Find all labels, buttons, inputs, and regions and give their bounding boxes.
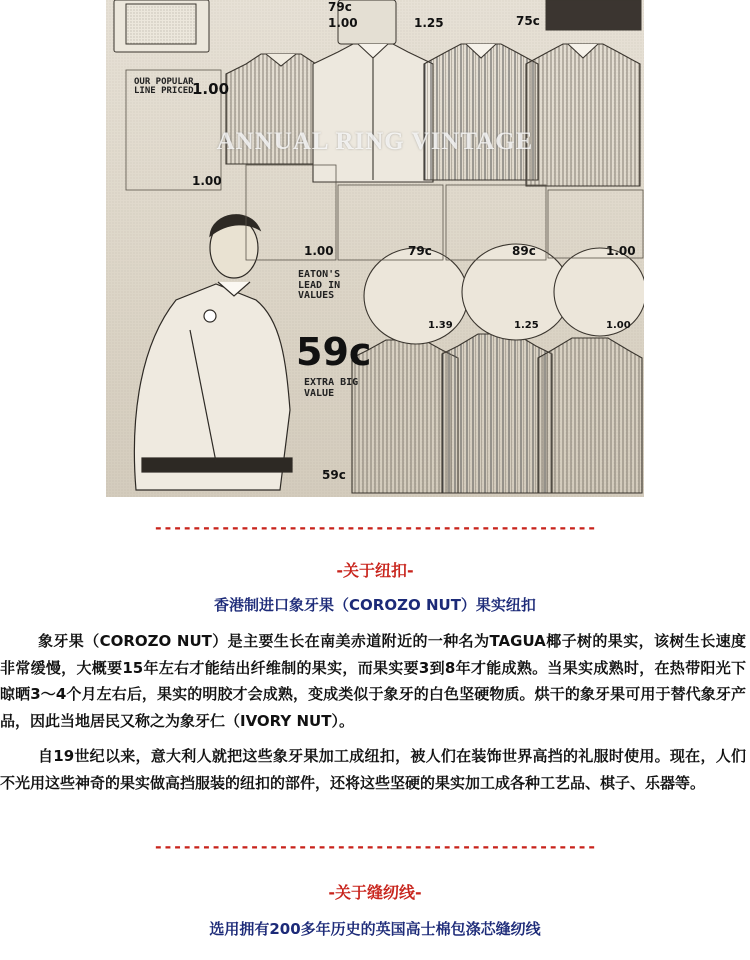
watermark: ANNUAL RING VINTAGE (216, 128, 534, 155)
section-divider: ---------------------------------------------- (153, 837, 597, 856)
section-subtitle-thread: 选用拥有200多年历史的英国高士棉包涤芯缝纫线 (209, 920, 541, 938)
catalog-illustration (106, 0, 644, 497)
shirt-row-3 (352, 334, 642, 493)
section-title-thread: -关于缝纫线- (328, 883, 422, 902)
price-badges (364, 244, 644, 344)
row3-price-1: 1.39 (428, 320, 453, 331)
bottom-price: 59c (322, 468, 346, 482)
popular-heading: OUR POPULAR LINE PRICED (134, 77, 194, 97)
top-price-1: 79c (328, 0, 352, 14)
paragraph-corozo-nut: 象牙果（COROZO NUT）是主要生长在南美赤道附近的一种名为TAGUA椰子树的果实，该树生长速度非常缓慢，大概要15年左右才能结出纤维制的果实，而果实要3到8年才能成熟。当果实成熟时，在热带阳光下晾晒3～4个月左右后，果实的明胶才会成熟，变成类似于象牙的白色坚硬物质。烘干的象牙果可用于替代象牙产品，因此当地居民又称之为象牙仁（IVORY NUT）。 (0, 632, 746, 730)
popular-price-2: 1.00 (192, 174, 222, 188)
section-subtitle-buttons: 香港制进口象牙果（COROZO NUT）果实纽扣 (214, 596, 536, 614)
section-title-buttons: -关于纽扣- (336, 561, 414, 580)
top-price-4: 75c (516, 14, 540, 28)
vintage-catalog-image (106, 0, 644, 497)
row2-price-2: 79c (408, 244, 432, 258)
popular-price: 1.00 (192, 80, 230, 98)
row2-price-1: 1.00 (304, 244, 334, 258)
row3-price-3: 1.00 (606, 320, 631, 331)
extra-value: EXTRA BIG VALUE (304, 377, 359, 399)
eaton-heading: EATON'S LEAD IN VALUES (298, 269, 341, 301)
row3-price-2: 1.25 (514, 320, 539, 331)
paragraph-history: 自19世纪以来，意大利人就把这些象牙果加工成纽扣，被人们在装饰世界高挡的礼服时使用。现在，人们不光用这些神奇的果实做高挡服装的纽扣的部件，还将这些坚硬的果实加工成各种工艺品、棋子、乐器等。 (0, 747, 746, 792)
section-divider: ---------------------------------------------- (153, 518, 597, 537)
big-price: 59c (296, 330, 372, 374)
row2-price-4: 1.00 (606, 244, 636, 258)
row2-price-3: 89c (512, 244, 536, 258)
top-price-3: 1.25 (414, 16, 444, 30)
top-price-2: 1.00 (328, 16, 358, 30)
